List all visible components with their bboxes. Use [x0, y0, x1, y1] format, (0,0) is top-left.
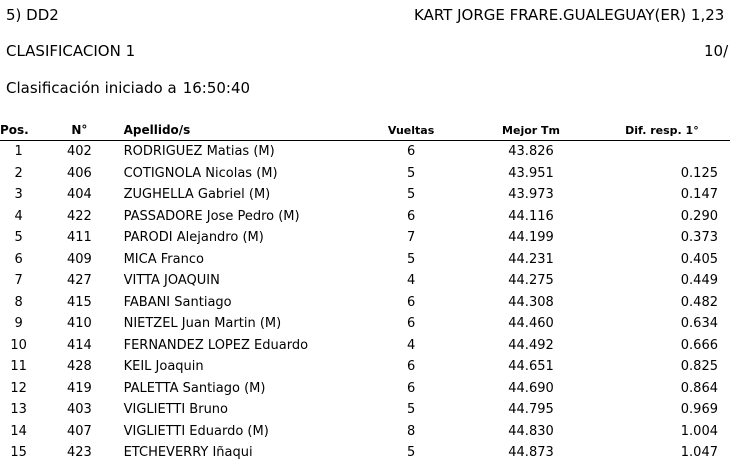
- cell-name: FABANI Santiago: [123, 294, 232, 310]
- session-start-time: 16:50:40: [182, 79, 251, 97]
- cell-laps: 5: [406, 165, 416, 181]
- cell-best: 44.199: [508, 230, 554, 246]
- cell-best: 44.308: [508, 294, 554, 310]
- cell-diff: 0.969: [680, 402, 718, 418]
- cell-best: 44.830: [508, 423, 554, 439]
- cell-name: ETCHEVERRY Iñaqui: [123, 445, 253, 461]
- cell-best: 44.651: [508, 359, 554, 375]
- cell-laps: 5: [406, 445, 416, 461]
- cell-best: 44.275: [508, 273, 554, 289]
- cell-name: ZUGHELLA Gabriel (M): [123, 187, 271, 203]
- table-row: [0, 335, 730, 357]
- event-title: 5) DD2: [6, 6, 59, 24]
- cell-pos: 13: [10, 402, 27, 418]
- results-table: [0, 120, 730, 464]
- cell-pos: 12: [10, 380, 27, 396]
- column-header-laps: Vueltas: [387, 123, 435, 137]
- cell-pos: 9: [14, 316, 23, 332]
- cell-best: 43.951: [508, 165, 554, 181]
- cell-laps: 5: [406, 251, 416, 267]
- session-start-label: Clasificación iniciado a: [6, 79, 177, 97]
- cell-laps: 6: [406, 294, 416, 310]
- cell-laps: 6: [406, 380, 416, 396]
- cell-laps: 4: [406, 337, 416, 353]
- cell-best: 44.873: [508, 445, 554, 461]
- cell-best: 44.690: [508, 380, 554, 396]
- results-body: [0, 141, 730, 464]
- cell-number: 403: [66, 402, 92, 418]
- cell-number: 415: [66, 294, 92, 310]
- cell-diff: 0.147: [680, 187, 718, 203]
- cell-laps: 6: [406, 144, 416, 160]
- cell-pos: 3: [14, 187, 23, 203]
- cell-number: 428: [66, 359, 92, 375]
- cell-best: 43.826: [508, 144, 554, 160]
- cell-pos: 11: [10, 359, 27, 375]
- cell-diff: 1.047: [680, 445, 718, 461]
- cell-pos: 6: [14, 251, 23, 267]
- cell-diff: 0.634: [680, 316, 718, 332]
- cell-number: 410: [66, 316, 92, 332]
- cell-name: PARODI Alejandro (M): [123, 230, 264, 246]
- cell-pos: 4: [14, 208, 23, 224]
- cell-pos: 1: [14, 144, 23, 160]
- cell-diff: 0.373: [680, 230, 718, 246]
- column-header-pos: Pos.: [0, 123, 29, 137]
- cell-laps: 6: [406, 359, 416, 375]
- table-row: [0, 378, 730, 400]
- cell-laps: 6: [406, 316, 416, 332]
- cell-name: KEIL Joaquin: [123, 359, 204, 375]
- table-row: [0, 249, 730, 271]
- column-header-diff: Dif. resp. 1°: [625, 123, 699, 137]
- cell-name: VIGLIETTI Bruno: [123, 402, 228, 418]
- column-header-best: Mejor Tm: [502, 123, 560, 137]
- cell-name: VIGLIETTI Eduardo (M): [123, 423, 269, 439]
- cell-number: 407: [66, 423, 92, 439]
- table-row: [0, 141, 730, 163]
- table-row: [0, 442, 730, 464]
- cell-diff: 1.004: [680, 423, 718, 439]
- column-header-name: Apellido/s: [123, 123, 191, 137]
- cell-diff: 0.825: [680, 359, 718, 375]
- cell-pos: 8: [14, 294, 23, 310]
- cell-pos: 15: [10, 445, 27, 461]
- cell-name: RODRIGUEZ Matias (M): [123, 144, 275, 160]
- table-row: [0, 421, 730, 443]
- cell-laps: 6: [406, 208, 416, 224]
- cell-name: PASSADORE Jose Pedro (M): [123, 208, 300, 224]
- cell-diff: 0.864: [680, 380, 718, 396]
- cell-name: VITTA JOAQUIN: [123, 273, 220, 289]
- cell-number: 406: [66, 165, 92, 181]
- cell-name: MICA Franco: [123, 251, 204, 267]
- table-row: [0, 313, 730, 335]
- cell-laps: 5: [406, 187, 416, 203]
- table-row: [0, 206, 730, 228]
- column-header-number: N°: [71, 123, 88, 137]
- cell-diff: 0.666: [680, 337, 718, 353]
- cell-diff: 0.449: [680, 273, 718, 289]
- cell-name: NIETZEL Juan Martin (M): [123, 316, 282, 332]
- cell-diff: 0.405: [680, 251, 718, 267]
- cell-number: 409: [66, 251, 92, 267]
- cell-best: 44.795: [508, 402, 554, 418]
- cell-pos: 14: [10, 423, 27, 439]
- cell-pos: 10: [10, 337, 27, 353]
- table-row: [0, 270, 730, 292]
- cell-laps: 7: [406, 230, 416, 246]
- cell-number: 423: [66, 445, 92, 461]
- table-row: [0, 356, 730, 378]
- cell-best: 44.231: [508, 251, 554, 267]
- circuit-name: KART JORGE FRARE.GUALEGUAY(ER) 1,23: [414, 6, 725, 24]
- cell-number: 427: [66, 273, 92, 289]
- cell-diff: 0.482: [680, 294, 718, 310]
- cell-name: COTIGNOLA Nicolas (M): [123, 165, 278, 181]
- cell-number: 419: [66, 380, 92, 396]
- table-row: [0, 163, 730, 185]
- cell-best: 44.460: [508, 316, 554, 332]
- cell-laps: 5: [406, 402, 416, 418]
- cell-number: 422: [66, 208, 92, 224]
- cell-number: 402: [66, 144, 92, 160]
- cell-name: FERNANDEZ LOPEZ Eduardo: [123, 337, 309, 353]
- session-start: [6, 79, 250, 97]
- cell-number: 414: [66, 337, 92, 353]
- page-number: 10/: [704, 42, 729, 60]
- cell-name: PALETTA Santiago (M): [123, 380, 266, 396]
- cell-diff: 0.290: [680, 208, 718, 224]
- cell-pos: 7: [14, 273, 23, 289]
- cell-best: 44.492: [508, 337, 554, 353]
- table-row: [0, 292, 730, 314]
- results-header-row: [0, 120, 730, 141]
- cell-diff: [594, 141, 730, 163]
- table-row: [0, 399, 730, 421]
- cell-number: 411: [66, 230, 92, 246]
- cell-laps: 4: [406, 273, 416, 289]
- table-row: [0, 227, 730, 249]
- cell-best: 44.116: [508, 208, 554, 224]
- cell-pos: 2: [14, 165, 23, 181]
- cell-pos: 5: [14, 230, 23, 246]
- cell-laps: 8: [406, 423, 416, 439]
- table-row: [0, 184, 730, 206]
- cell-best: 43.973: [508, 187, 554, 203]
- cell-diff: 0.125: [680, 165, 718, 181]
- session-title: CLASIFICACION 1: [6, 42, 136, 60]
- cell-number: 404: [66, 187, 92, 203]
